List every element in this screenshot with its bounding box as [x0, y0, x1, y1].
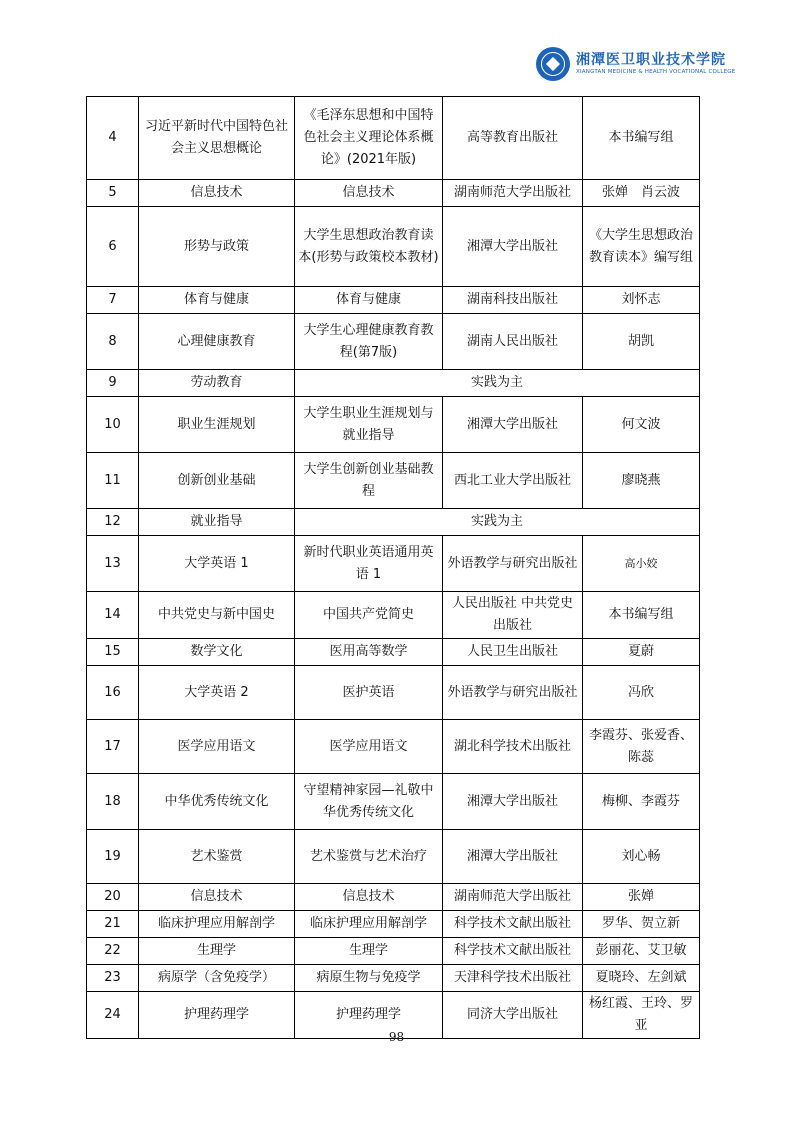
publisher: 湖南师范大学出版社	[443, 884, 583, 911]
row-number: 11	[87, 453, 139, 509]
row-number: 21	[87, 911, 139, 938]
row-number: 18	[87, 774, 139, 830]
row-number: 10	[87, 397, 139, 453]
publisher: 湘潭大学出版社	[443, 207, 583, 287]
publisher: 湖南人民出版社	[443, 314, 583, 370]
publisher: 湖南科技出版社	[443, 287, 583, 314]
table-row	[87, 911, 700, 938]
table-row	[87, 370, 700, 397]
textbook-name: 医用高等数学	[295, 639, 443, 666]
row-number: 15	[87, 639, 139, 666]
course-name: 中华优秀传统文化	[139, 774, 295, 830]
textbook-name: 医护英语	[295, 666, 443, 720]
editor: 张婵	[583, 884, 700, 911]
editor: 夏晓玲、左剑斌	[583, 965, 700, 992]
textbook-name: 大学生创新创业基础教程	[295, 453, 443, 509]
course-name: 信息技术	[139, 180, 295, 207]
editor: 《大学生思想政治教育读本》编写组	[583, 207, 700, 287]
textbook-name: 大学生职业生涯规划与就业指导	[295, 397, 443, 453]
publisher: 科学技术文献出版社	[443, 911, 583, 938]
publisher: 外语教学与研究出版社	[443, 536, 583, 592]
editor: 罗华、贺立新	[583, 911, 700, 938]
school-name	[576, 53, 735, 74]
row-number: 7	[87, 287, 139, 314]
publisher: 西北工业大学出版社	[443, 453, 583, 509]
row-number: 6	[87, 207, 139, 287]
course-name: 生理学	[139, 938, 295, 965]
table-row	[87, 965, 700, 992]
publisher: 湘潭大学出版社	[443, 397, 583, 453]
school-name-en: XIANGTAN MEDICINE & HEALTH VOCATIONAL COLLEGE	[576, 68, 736, 75]
editor: 胡凯	[583, 314, 700, 370]
editor: 刘怀志	[583, 287, 700, 314]
course-name: 护理药理学	[139, 992, 295, 1039]
editor: 本书编写组	[583, 97, 700, 180]
editor: 夏蔚	[583, 639, 700, 666]
row-number: 14	[87, 592, 139, 639]
editor: 本书编写组	[583, 592, 700, 639]
publisher: 外语教学与研究出版社	[443, 666, 583, 720]
editor: 杨红霞、王玲、罗亚	[583, 992, 700, 1039]
table-row	[87, 397, 700, 453]
publisher: 湖北科学技术出版社	[443, 720, 583, 774]
table-row	[87, 592, 700, 639]
merged-cell: 实践为主	[295, 370, 700, 397]
publisher: 人民卫生出版社	[443, 639, 583, 666]
row-number: 12	[87, 509, 139, 536]
editor: 何文波	[583, 397, 700, 453]
editor: 刘心畅	[583, 830, 700, 884]
course-name: 数学文化	[139, 639, 295, 666]
row-number: 19	[87, 830, 139, 884]
textbook-name: 新时代职业英语通用英语 1	[295, 536, 443, 592]
table-row	[87, 830, 700, 884]
row-number: 22	[87, 938, 139, 965]
publisher: 同济大学出版社	[443, 992, 583, 1039]
table-row	[87, 314, 700, 370]
textbook-name: 守望精神家园—礼敬中华优秀传统文化	[295, 774, 443, 830]
table-row	[87, 97, 700, 180]
table-row	[87, 287, 700, 314]
textbook-name: 医学应用语文	[295, 720, 443, 774]
table-row	[87, 884, 700, 911]
row-number: 23	[87, 965, 139, 992]
row-number: 5	[87, 180, 139, 207]
textbook-name: 临床护理应用解剖学	[295, 911, 443, 938]
page-number: 98	[388, 1030, 405, 1044]
textbook-name: 艺术鉴赏与艺术治疗	[295, 830, 443, 884]
course-name: 习近平新时代中国特色社会主义思想概论	[139, 97, 295, 180]
course-name: 职业生涯规划	[139, 397, 295, 453]
textbook-name: 中国共产党简史	[295, 592, 443, 639]
course-name: 劳动教育	[139, 370, 295, 397]
course-name: 医学应用语文	[139, 720, 295, 774]
textbook-name: 病原生物与免疫学	[295, 965, 443, 992]
textbook-name: 大学生心理健康教育教程(第7版)	[295, 314, 443, 370]
table-row	[87, 453, 700, 509]
course-name: 大学英语 2	[139, 666, 295, 720]
course-name: 中共党史与新中国史	[139, 592, 295, 639]
course-name: 体育与健康	[139, 287, 295, 314]
table-row	[87, 536, 700, 592]
table-body	[87, 97, 700, 1039]
textbook-name: 《毛泽东思想和中国特色社会主义理论体系概论》(2021年版)	[295, 97, 443, 180]
editor: 高小姣	[583, 536, 700, 592]
course-name: 艺术鉴赏	[139, 830, 295, 884]
editor: 彭丽花、艾卫敏	[583, 938, 700, 965]
row-number: 9	[87, 370, 139, 397]
row-number: 16	[87, 666, 139, 720]
row-number: 4	[87, 97, 139, 180]
course-name: 病原学（含免疫学）	[139, 965, 295, 992]
editor: 张婵 肖云波	[583, 180, 700, 207]
publisher: 湘潭大学出版社	[443, 830, 583, 884]
course-name: 心理健康教育	[139, 314, 295, 370]
textbook-table	[86, 96, 700, 1039]
course-name: 信息技术	[139, 884, 295, 911]
textbook-name: 生理学	[295, 938, 443, 965]
table-row	[87, 774, 700, 830]
textbook-name: 信息技术	[295, 884, 443, 911]
editor: 李霞芬、张爱香、陈蕊	[583, 720, 700, 774]
table-row	[87, 938, 700, 965]
merged-cell: 实践为主	[295, 509, 700, 536]
publisher: 科学技术文献出版社	[443, 938, 583, 965]
row-number: 8	[87, 314, 139, 370]
publisher: 湖南师范大学出版社	[443, 180, 583, 207]
row-number: 20	[87, 884, 139, 911]
publisher: 天津科学技术出版社	[443, 965, 583, 992]
course-name: 形势与政策	[139, 207, 295, 287]
textbook-name: 体育与健康	[295, 287, 443, 314]
row-number: 17	[87, 720, 139, 774]
publisher: 高等教育出版社	[443, 97, 583, 180]
table-row	[87, 180, 700, 207]
table-row	[87, 207, 700, 287]
school-seal-icon	[536, 47, 570, 81]
course-name: 大学英语 1	[139, 536, 295, 592]
table-row	[87, 639, 700, 666]
row-number: 24	[87, 992, 139, 1039]
publisher: 人民出版社 中共党史出版社	[443, 592, 583, 639]
editor: 冯欣	[583, 666, 700, 720]
course-name: 创新创业基础	[139, 453, 295, 509]
table-row	[87, 666, 700, 720]
school-logo	[536, 44, 736, 84]
school-name-cn: 湘潭医卫职业技术学院	[576, 52, 726, 69]
publisher: 湘潭大学出版社	[443, 774, 583, 830]
editor: 廖晓燕	[583, 453, 700, 509]
textbook-name: 信息技术	[295, 180, 443, 207]
table-row	[87, 720, 700, 774]
textbook-name: 大学生思想政治教育读本(形势与政策校本教材)	[295, 207, 443, 287]
editor: 梅柳、李霞芬	[583, 774, 700, 830]
course-name: 就业指导	[139, 509, 295, 536]
row-number: 13	[87, 536, 139, 592]
textbook-name: 护理药理学	[295, 992, 443, 1039]
table-row	[87, 509, 700, 536]
course-name: 临床护理应用解剖学	[139, 911, 295, 938]
